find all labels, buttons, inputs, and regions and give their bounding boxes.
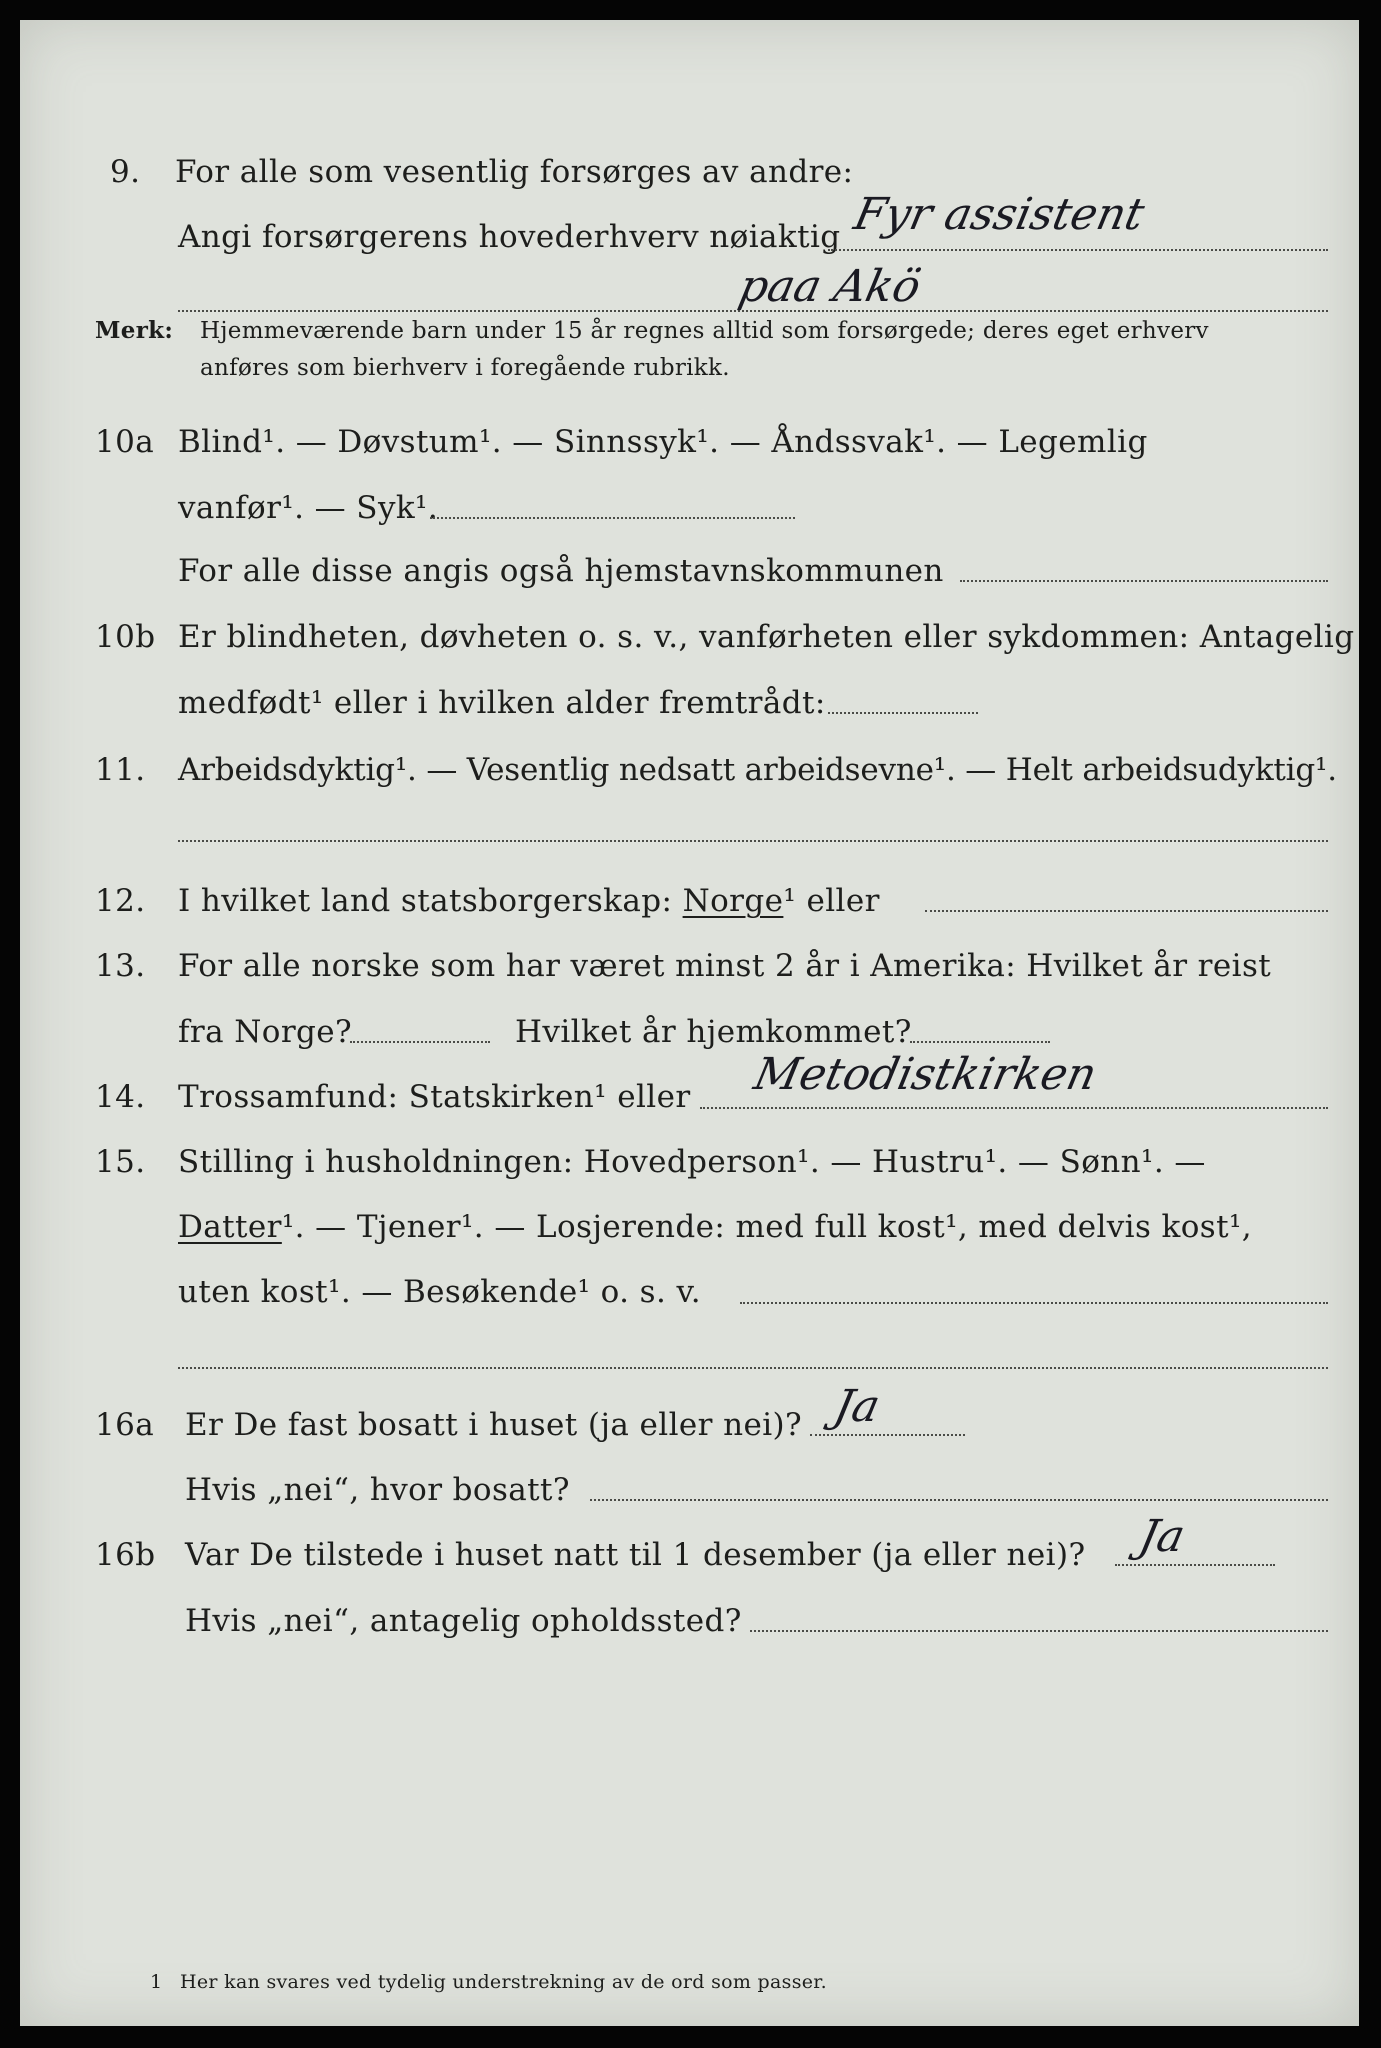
q10b-line2-blank <box>828 712 978 714</box>
q16b-line2: Hvis „nei“, antagelig opholdssted? <box>185 1603 742 1639</box>
q14-handwritten-answer: Metodistkirken <box>749 1049 1102 1100</box>
q11-line1: Arbeidsdyktig¹. — Vesentlig nedsatt arbeidsevne¹. — Helt arbeidsudyktig¹. <box>178 752 1337 788</box>
q16b-number: 16b <box>95 1537 156 1573</box>
q15-line3-blank <box>740 1302 1328 1304</box>
q15-line3: uten kost¹. — Besøkende¹ o. s. v. <box>178 1274 701 1310</box>
q16b-handwritten-answer: Ja <box>1134 1511 1190 1562</box>
q11-blank <box>178 840 1328 842</box>
q10a-line1: Blind¹. — Døvstum¹. — Sinnssyk¹. — Åndssvak¹. — Legemlig <box>178 424 1148 460</box>
q16a-number: 16a <box>95 1407 155 1443</box>
q10b-line1: Er blindheten, døvheten o. s. v., vanførheten eller sykdommen: Antagelig <box>178 619 1355 655</box>
merk-line1: Hjemmeværende barn under 15 år regnes alltid som forsørgede; deres eget erhverv <box>200 318 1209 344</box>
q9-number: 9. <box>110 154 141 190</box>
q10a-line2: vanfør¹. — Syk¹. <box>178 490 439 526</box>
q15-extra-blank <box>178 1367 1328 1369</box>
q16a-line2: Hvis „nei“, hvor bosatt? <box>185 1472 570 1508</box>
q12-norge-underlined: Norge <box>682 883 784 919</box>
q15-datter-underlined: Datter <box>178 1209 282 1245</box>
footnote-text: Her kan svares ved tydelig understrekning av de ord som passer. <box>180 1971 827 1993</box>
q9-line2: Angi forsørgerens hovederhverv nøiaktig <box>178 219 841 255</box>
q9-line1: For alle som vesentlig forsørges av andre: <box>175 154 854 190</box>
q15-line1: Stilling i husholdningen: Hovedperson¹. — Hustru¹. — Sønn¹. — <box>178 1144 1206 1180</box>
q14-line1: Trossamfund: Statskirken¹ eller <box>178 1079 691 1115</box>
q16a-line1: Er De fast bosatt i huset (ja eller nei)? <box>185 1407 803 1443</box>
q16a-handwritten-answer: Ja <box>829 1381 885 1432</box>
q12-blank <box>925 910 1328 912</box>
census-form-page <box>20 20 1359 2026</box>
q10a-line2-blank <box>430 517 795 519</box>
q13-year-left-blank <box>350 1041 490 1043</box>
q10a-number: 10a <box>95 424 155 460</box>
q16b-line1: Var De tilstede i huset natt til 1 desember (ja eller nei)? <box>185 1537 1086 1573</box>
merk-label: Merk: <box>95 317 174 344</box>
q15-line2-rest: ¹. — Tjener¹. — Losjerende: med full kost¹, med delvis kost¹, <box>281 1209 1253 1245</box>
q10a-line3: For alle disse angis også hjemstavnskommunen <box>178 553 944 589</box>
q13-line1: For alle norske som har været minst 2 år i Amerika: Hvilket år reist <box>178 948 1272 984</box>
q16a-line2-blank <box>590 1499 1328 1501</box>
footnote-mark: 1 <box>150 1971 163 1993</box>
q9-handwritten-answer2: paa Akö <box>734 261 926 312</box>
q13-line2a: fra Norge? <box>178 1014 353 1050</box>
q12-number: 12. <box>95 883 146 919</box>
q12-suffix: ¹ eller <box>783 883 880 919</box>
q16b-line2-blank <box>750 1630 1328 1632</box>
q16b-answer-blank <box>1115 1564 1275 1566</box>
merk-line2: anføres som bierhverv i foregående rubrikk. <box>200 355 730 381</box>
q13-year-returned-blank <box>910 1041 1050 1043</box>
q15-line2 <box>178 1207 1252 1247</box>
q14-number: 14. <box>95 1079 146 1115</box>
q11-number: 11. <box>95 752 146 788</box>
q10b-number: 10b <box>95 619 156 655</box>
q12-line1 <box>178 881 880 921</box>
q10b-line2: medfødt¹ eller i hvilken alder fremtrådt: <box>178 685 826 721</box>
q10a-line3-blank <box>960 580 1328 582</box>
q13-line2b: Hvilket år hjemkommet? <box>515 1014 912 1050</box>
q15-number: 15. <box>95 1144 146 1180</box>
q14-blank <box>700 1107 1328 1109</box>
q12-prefix: I hvilket land statsborgerskap: <box>178 883 673 919</box>
q16a-answer-blank <box>810 1434 965 1436</box>
q13-number: 13. <box>95 948 146 984</box>
q9-answer-line1 <box>828 249 1328 251</box>
q9-handwritten-answer1: Fyr assistent <box>849 189 1149 240</box>
